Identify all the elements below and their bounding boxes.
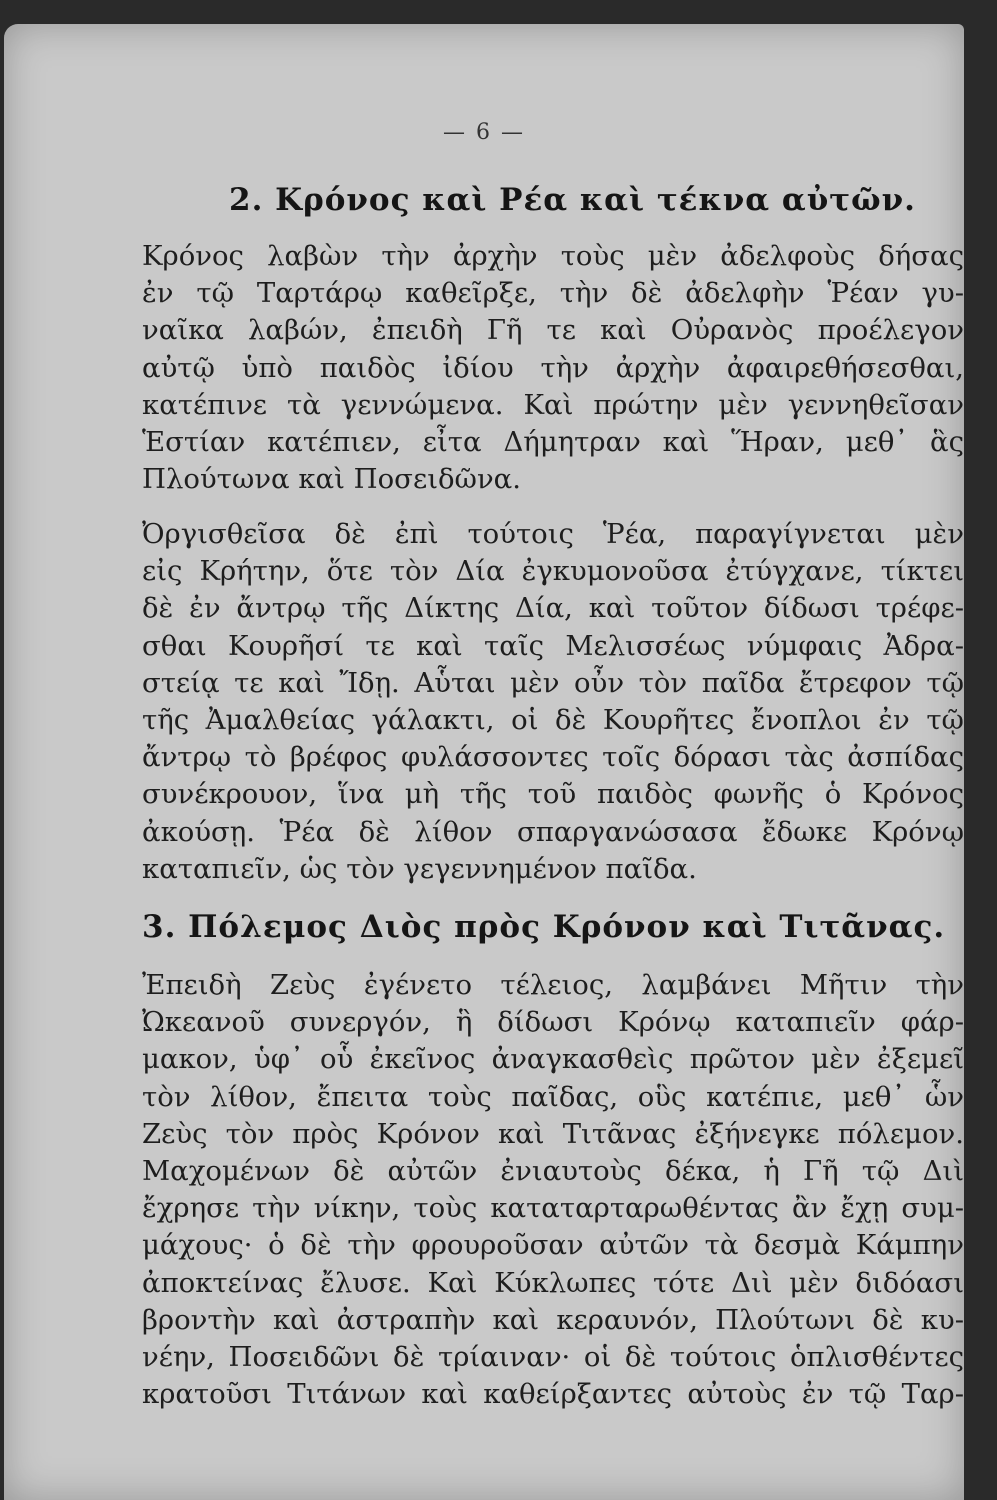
text-line: καταπιεῖν, ὡς τὸν γεγεννημένον παῖδα. [142,852,697,885]
text-line: Ἐπειδὴ Ζεὺς ἐγένετο τέλειος, λαμβάνει Μῆτιν τὴν [142,969,964,1001]
text-line: ἄντρῳ τὸ βρέφος φυλάσσοντες τοῖς δόρασι τὰς ἀσπίδας [142,741,964,774]
text-line: τῆς Ἀμαλθείας γάλακτι, οἱ δὲ Κουρῆτες ἔνοπλοι ἐν τῷ [142,704,964,737]
text-line: Ἑστίαν κατέπιεν, εἶτα Δήμητραν καὶ Ἥραν, μεθ᾽ ἃς [142,426,964,459]
section-title: 3. Πόλεμος Διὸς πρὸς Κρόνον καὶ Τιτᾶνας. [142,909,946,945]
section-title: 2. Κρόνος καὶ Ρέα καὶ τέκνα αὐτῶν. [229,182,916,218]
text-line: συνέκρουον, ἵνα μὴ τῆς τοῦ παιδὸς φωνῆς ὁ Κρόνος [142,778,964,811]
text-line: βροντὴν καὶ ἀστραπὴν καὶ κεραυνόν, Πλούτωνι δὲ κυ- [142,1303,964,1336]
text-line: ἀποκτείνας ἔλυσε. Καὶ Κύκλωπες τότε Διὶ μὲν διδόασι [142,1266,964,1299]
text-line: τὸν λίθον, ἔπειτα τοὺς παῖδας, οὓς κατέπιε, μεθ᾽ ὧν [142,1080,964,1113]
text-line: Ὀργισθεῖσα δὲ ἐπὶ τούτοις Ῥέα, παραγίγνεται μὲν [142,518,964,550]
paragraph [142,967,964,1413]
book-page [4,24,964,1500]
text-line: δὲ ἐν ἄντρῳ τῆς Δίκτης Δία, καὶ τοῦτον δίδωσι τρέφε- [142,592,964,625]
text-line: εἰς Κρήτην, ὅτε τὸν Δία ἐγκυμονοῦσα ἐτύγχανε, τίκτει [142,555,964,588]
text-line: μάχους· ὁ δὲ τὴν φρουροῦσαν αὐτῶν τὰ δεσμὰ Κάμπην [142,1229,964,1262]
text-line: κατέπινε τὰ γεννώμενα. Καὶ πρώτην μὲν γεννηθεῖσαν [142,388,964,421]
text-line: Ζεὺς τὸν πρὸς Κρόνον καὶ Τιτᾶνας ἐξήνεγκε πόλεμον. [142,1117,964,1150]
text-line: Πλούτωνα καὶ Ποσειδῶνα. [142,463,521,496]
text-line: κρατοῦσι Τιτάνων καὶ καθείρξαντες αὐτοὺς ἐν τῷ Ταρ- [142,1378,964,1411]
text-line: ναῖκα λαβών, ἐπειδὴ Γῆ τε καὶ Οὐρανὸς προέλεγον [142,314,964,347]
text-line: ἐν τῷ Ταρτάρῳ καθεῖρξε, τὴν δὲ ἀδελφὴν Ῥέαν γυ- [142,277,964,310]
text-line: σθαι Κουρῆσί τε καὶ ταῖς Μελισσέως νύμφαις Ἀδρα- [142,629,964,662]
text-line: Κρόνος λαβὼν τὴν ἀρχὴν τοὺς μὲν ἀδελφοὺς δήσας [142,240,964,272]
text-line: στείᾳ τε καὶ Ἴδῃ. Αὗται μὲν οὖν τὸν παῖδα ἔτρεφον τῷ [142,666,964,699]
text-line: νέην, Ποσειδῶνι δὲ τρίαιναν· οἱ δὲ τούτοις ὁπλισθέντες [142,1341,964,1374]
text-line: ἀκούσῃ. Ῥέα δὲ λίθον σπαργανώσασα ἔδωκε Κρόνῳ [142,815,964,848]
text-line: Ὠκεανοῦ συνεργόν, ἣ δίδωσι Κρόνῳ καταπιεῖν φάρ- [142,1006,964,1039]
paragraph [142,516,964,888]
text-line: Μαχομένων δὲ αὐτῶν ἐνιαυτοὺς δέκα, ἡ Γῆ τῷ Διὶ [142,1155,964,1188]
page-number: — 6 — [443,120,525,145]
text-line: αὐτῷ ὑπὸ παιδὸς ἰδίου τὴν ἀρχὴν ἀφαιρεθήσεσθαι, [142,351,964,384]
text-line: μακον, ὑφ᾽ οὗ ἐκεῖνος ἀναγκασθεὶς πρῶτον μὲν ἐξεμεῖ [142,1043,964,1076]
paragraph [142,238,964,498]
text-line: ἔχρησε τὴν νίκην, τοὺς καταταρταρωθέντας ἂν ἔχῃ συμ- [142,1192,964,1225]
